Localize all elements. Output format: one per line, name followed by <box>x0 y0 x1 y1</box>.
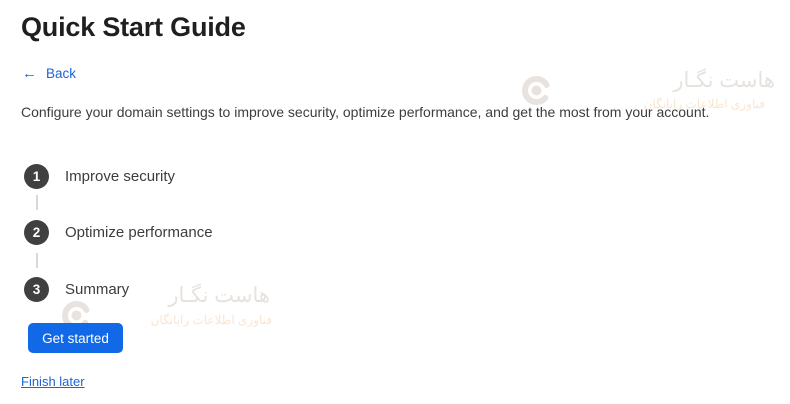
step-label: Improve security <box>65 168 176 185</box>
step-number-badge: 2 <box>24 220 49 245</box>
step-connector-line <box>36 253 38 268</box>
back-link[interactable] <box>22 66 76 81</box>
page-title: Quick Start Guide <box>21 12 246 42</box>
step-summary <box>24 277 129 302</box>
step-label: Optimize performance <box>65 224 213 241</box>
step-number-badge: 1 <box>24 164 49 189</box>
finish-later-link[interactable]: Finish later <box>21 374 85 389</box>
page-description: Configure your domain settings to improve security, optimize performance, and get the most from your account. <box>21 104 710 120</box>
hostnegar-logo-icon <box>520 74 553 107</box>
watermark-brand-text: هاست نگـار <box>168 284 270 307</box>
back-arrow-icon: ← <box>22 65 37 82</box>
get-started-button[interactable]: Get started <box>28 323 123 353</box>
back-link-label: Back <box>46 66 77 81</box>
step-connector-line <box>36 195 38 210</box>
watermark-brand-subtext: فناوری اطلاعات رایانگان <box>643 97 765 111</box>
watermark-brand-subtext: فناوری اطلاعات رایانگان <box>150 313 272 327</box>
step-optimize-performance <box>24 220 213 245</box>
step-number-badge: 3 <box>24 277 49 302</box>
step-label: Summary <box>65 281 130 298</box>
watermark-brand-text: هاست نگـار <box>673 69 775 92</box>
step-improve-security <box>24 164 175 189</box>
